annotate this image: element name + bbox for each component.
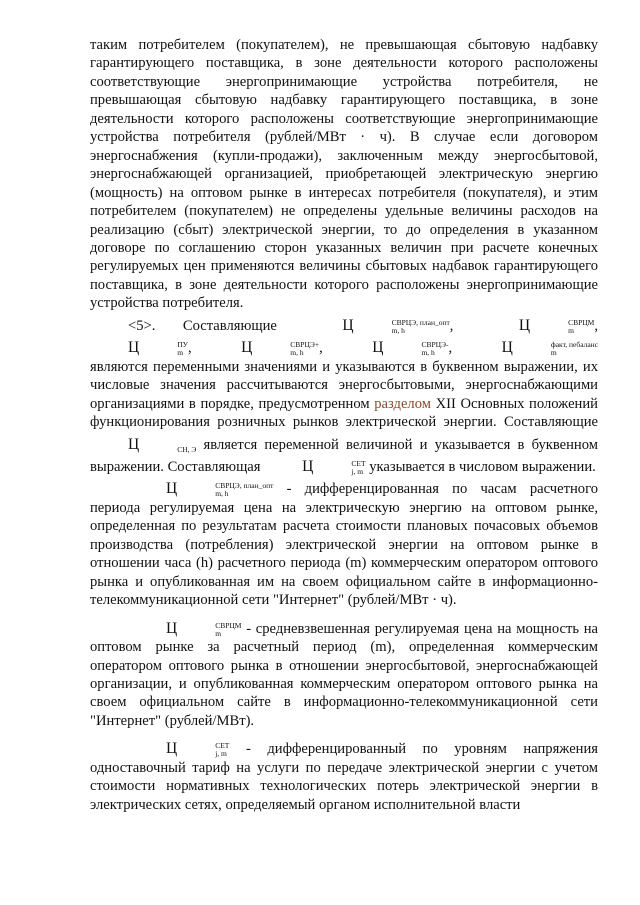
note-5-text-4: указывается в числовом выражении. bbox=[369, 458, 596, 475]
symbol-c-svrcm: Ц СВРЦМ m bbox=[518, 316, 595, 335]
symbol-c-fakt-nebalans: Ц факт, пебаланс m bbox=[501, 339, 599, 358]
symbol-c-set: Ц СЕТ j, m bbox=[302, 457, 366, 476]
paragraph-note-5: <5>. Составляющие Ц СВРЦЭ, план_опт m, h , Ц СВРЦМ m , Ц ПУ m , Ц СВРЦЭ+ m, h , Ц СВРЦЭ- m, h , Ц факт, пебаланс m являются переменными значениями и указываются в буквенном выражении, их числовые значения рассчитываются энергосбытовыми, энергоснабжающими организациями в порядке, предусмотренном разделом XII Основных положений функционирования розничных рынков электрической энергии. Составляющие Ц СН, Э является переменной величиной и указывается в буквенном выражении. Составляющая Ц СЕТ j, m указывается в числовом выражении. bbox=[90, 313, 598, 477]
paragraph-continuation: таким потребителем (покупателем), не превышающая сбытовую надбавку гарантирующего поставщика, в зоне деятельности которого расположены соответствующие энергопринимающие устройства потребителя, не превышающая сбытовую надбавку гарантирующего поставщика, в зоне деятельности которого расположены соответствующие энергопринимающие устройства потребителя (рублей/МВт · ч). В случае если договором энергоснабжения (купли-продажи), заключенным между энергосбытовой, энергоснабжающей организацией, приобретающей электрическую энергию (мощность) на оптовом рынке в интересах потребителя (покупателя), и этим потребителем (покупателем) не определены удельные величины расходов на реализацию (сбыт) электрической энергии, то до определения в указанном договоре по соглашению сторон указанных величин при расчете конечных регулируемых цен применяются величины сбытовых надбавок гарантирующего поставщика, в зоне деятельности которого расположены энергопринимающие устройства потребителя. bbox=[90, 37, 598, 312]
paragraph-def-set bbox=[90, 736, 598, 814]
note-5-text-2: XII Основных положений функционирования розничных рынков электрической энергии. Составляющие bbox=[90, 395, 598, 431]
symbol-c-pu: Ц ПУ m bbox=[128, 339, 188, 358]
symbol-c-sn-e: Ц СН, Э bbox=[128, 435, 197, 454]
section-link[interactable]: разделом bbox=[374, 395, 431, 412]
document-page bbox=[90, 36, 598, 814]
note-5-text: являются переменными значениями и указываются в буквенном выражении, их числовые значения рассчитываются энергосбытовыми, энергоснабжающими организациями в порядке, предусмотренном bbox=[90, 358, 598, 412]
symbol-c-svrce-minus: Ц СВРЦЭ- m, h bbox=[372, 339, 449, 358]
symbol-c-svrce-plan: Ц СВРЦЭ, план_опт m, h bbox=[342, 316, 450, 335]
symbol-c-set-def: Ц СЕТ j, m bbox=[166, 740, 230, 759]
def-svrcm-text: - средневзвешенная регулируемая цена на мощность на оптовом рынке за расчетный период (m), определенная коммерческим оператором оптового рынка в отношении энергосбытовой, энергоснабжающей организации, и опубликованная коммерческим оператором оптового рынка на своем официальном сайте в информационно-телекоммуникационной сети "Интернет" (рублей/МВт). bbox=[90, 620, 598, 729]
note-5-text-3: является переменной величиной и указывается в буквенном выражении. Составляющая bbox=[90, 436, 598, 475]
paragraph-def-svrcm bbox=[90, 616, 598, 731]
symbol-c-svrce-plan-def: Ц СВРЦЭ, план_опт m, h bbox=[166, 480, 274, 499]
def-set-text: - дифференцированный по уровням напряжения одноставочный тариф на услуги по передаче электрической энергии с учетом стоимости нормативных технологических потерь электрической энергии в электрических сетях, определяемый органом исполнительной власти bbox=[90, 741, 598, 813]
def-svrce-plan-text: - дифференцированная по часам расчетного периода регулируемая цена на электрическую энергию на оптовом рынке, определенная по результатам расчета стоимости плановых почасовых объемов производства (потребления) электрической энергии на оптовом рынке в отношении часа (h) расчетного периода (m) коммерческим оператором оптового рынка и опубликованная им на своем официальном сайте в информационно-телекоммуникационной сети "Интернет" (рублей/МВт · ч). bbox=[90, 481, 599, 609]
symbol-c-svrce-plus: Ц СВРЦЭ+ m, h bbox=[241, 339, 320, 358]
paragraph-def-svrce-plan bbox=[90, 476, 598, 609]
symbol-c-svrcm-def: Ц СВРЦМ m bbox=[166, 619, 242, 638]
note-5-lead: <5>. Составляющие bbox=[128, 317, 277, 334]
